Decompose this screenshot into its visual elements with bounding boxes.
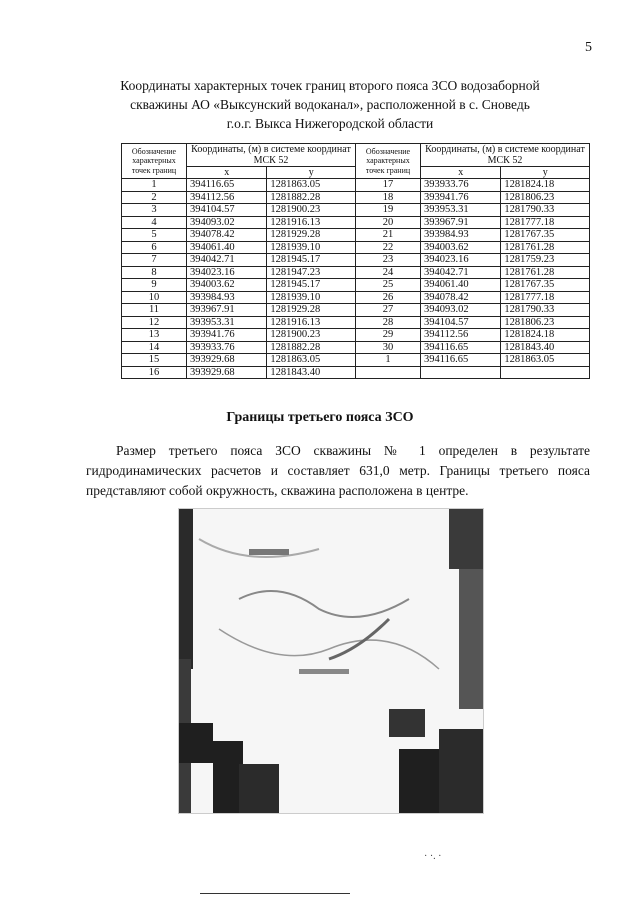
table-row xyxy=(122,316,590,329)
coord-y-left: 1281947.23 xyxy=(267,266,356,279)
header-y-right: y xyxy=(501,167,590,179)
coord-y-right: 1281777.18 xyxy=(501,291,590,304)
coord-y-left: 1281916.13 xyxy=(267,316,356,329)
body-paragraph: Размер третьего пояса ЗСО скважины № 1 определен в результате гидродинамических расчетов и составляет 631,0 метр. Границы третьего пояса представляют собой окружность, скважина расположена в центре. xyxy=(86,443,590,498)
coord-y-left: 1281900.23 xyxy=(267,329,356,342)
footer-rule xyxy=(200,893,350,894)
coord-x-left: 393933.76 xyxy=(187,341,267,354)
table-row xyxy=(122,266,590,279)
coord-x-left: 394042.71 xyxy=(187,254,267,267)
point-number-left: 4 xyxy=(122,216,187,229)
point-number-right: 21 xyxy=(355,229,420,242)
coord-y-left: 1281939.10 xyxy=(267,291,356,304)
point-number-left: 15 xyxy=(122,354,187,367)
coord-x-left: 394116.65 xyxy=(187,179,267,192)
point-number-left: 13 xyxy=(122,329,187,342)
coord-x-left: 394093.02 xyxy=(187,216,267,229)
point-number-right: 25 xyxy=(355,279,420,292)
coord-y-right: 1281843.40 xyxy=(501,341,590,354)
coord-y-right: 1281767.35 xyxy=(501,279,590,292)
coord-y-right: 1281767.35 xyxy=(501,229,590,242)
table-row xyxy=(122,229,590,242)
point-number-left: 8 xyxy=(122,266,187,279)
point-number-left: 14 xyxy=(122,341,187,354)
table-row xyxy=(122,354,590,367)
coord-y-right: 1281806.23 xyxy=(501,316,590,329)
coord-x-left: 394104.57 xyxy=(187,204,267,217)
coord-x-right: 394003.62 xyxy=(420,241,500,254)
map-drawing xyxy=(179,509,483,813)
coord-y-right: 1281806.23 xyxy=(501,191,590,204)
coord-y-left: 1281882.28 xyxy=(267,341,356,354)
coord-y-left: 1281843.40 xyxy=(267,366,356,379)
coord-x-left: 393953.31 xyxy=(187,316,267,329)
document-title xyxy=(70,76,590,133)
table-row xyxy=(122,179,590,192)
point-number-left: 12 xyxy=(122,316,187,329)
header-coords-right: Координаты, (м) в системе координат МСК 52 xyxy=(420,144,589,167)
coord-y-left: 1281863.05 xyxy=(267,354,356,367)
coord-y-left: 1281945.17 xyxy=(267,254,356,267)
table-row xyxy=(122,304,590,317)
point-number-left: 2 xyxy=(122,191,187,204)
coord-x-left: 394078.42 xyxy=(187,229,267,242)
point-number-right xyxy=(355,366,420,379)
coord-x-right: 394023.16 xyxy=(420,254,500,267)
table-row xyxy=(122,191,590,204)
coord-y-right: 1281863.05 xyxy=(501,354,590,367)
coord-x-left: 393941.76 xyxy=(187,329,267,342)
point-number-right: 18 xyxy=(355,191,420,204)
point-number-right: 26 xyxy=(355,291,420,304)
coord-y-left: 1281929.28 xyxy=(267,304,356,317)
point-number-left: 10 xyxy=(122,291,187,304)
coord-y-right: 1281824.18 xyxy=(501,329,590,342)
point-number-right: 20 xyxy=(355,216,420,229)
coord-y-right: 1281824.18 xyxy=(501,179,590,192)
title-line-2: скважины АО «Выксунский водоканал», расположенной в с. Сноведь xyxy=(130,97,530,112)
page-number: 5 xyxy=(585,40,592,55)
coord-y-right: 1281790.33 xyxy=(501,304,590,317)
title-line-1: Координаты характерных точек границ второго пояса ЗСО водозаборной xyxy=(120,78,540,93)
zone-map-image xyxy=(178,508,484,814)
coord-x-left: 393984.93 xyxy=(187,291,267,304)
point-number-right: 17 xyxy=(355,179,420,192)
coord-x-right: 394078.42 xyxy=(420,291,500,304)
coord-y-right: 1281777.18 xyxy=(501,216,590,229)
coord-x-right: 394116.65 xyxy=(420,341,500,354)
point-number-left: 11 xyxy=(122,304,187,317)
coord-y-right: 1281761.28 xyxy=(501,241,590,254)
header-y-left: y xyxy=(267,167,356,179)
point-number-left: 16 xyxy=(122,366,187,379)
table-row xyxy=(122,329,590,342)
coord-y-left: 1281916.13 xyxy=(267,216,356,229)
scan-artifact: · ·. · xyxy=(424,851,442,862)
coord-y-left: 1281929.28 xyxy=(267,229,356,242)
coord-x-right: 394042.71 xyxy=(420,266,500,279)
coord-x-right: 393933.76 xyxy=(420,179,500,192)
coord-y-left: 1281863.05 xyxy=(267,179,356,192)
point-number-right: 1 xyxy=(355,354,420,367)
coord-y-right xyxy=(501,366,590,379)
coord-x-right: 394093.02 xyxy=(420,304,500,317)
table-row xyxy=(122,254,590,267)
coord-x-left: 394003.62 xyxy=(187,279,267,292)
coord-x-left: 393929.68 xyxy=(187,366,267,379)
table-row xyxy=(122,341,590,354)
point-number-right: 27 xyxy=(355,304,420,317)
header-x-right: x xyxy=(420,167,500,179)
coord-y-right: 1281759.23 xyxy=(501,254,590,267)
point-number-left: 3 xyxy=(122,204,187,217)
table-row xyxy=(122,216,590,229)
title-line-3: г.о.г. Выкса Нижегородской области xyxy=(226,116,434,131)
point-number-right: 24 xyxy=(355,266,420,279)
coord-x-right: 393953.31 xyxy=(420,204,500,217)
coord-y-left: 1281939.10 xyxy=(267,241,356,254)
point-number-right: 30 xyxy=(355,341,420,354)
coord-y-right: 1281790.33 xyxy=(501,204,590,217)
coord-x-right: 394112.56 xyxy=(420,329,500,342)
coordinates-table-body xyxy=(122,179,590,379)
coord-x-right: 394061.40 xyxy=(420,279,500,292)
point-number-right: 22 xyxy=(355,241,420,254)
coord-x-left: 394061.40 xyxy=(187,241,267,254)
header-point-right: Обозначение характерных точек границ xyxy=(355,144,420,179)
table-row xyxy=(122,279,590,292)
point-number-right: 23 xyxy=(355,254,420,267)
coord-x-right: 394116.65 xyxy=(420,354,500,367)
coord-x-right xyxy=(420,366,500,379)
point-number-left: 9 xyxy=(122,279,187,292)
point-number-right: 28 xyxy=(355,316,420,329)
point-number-left: 1 xyxy=(122,179,187,192)
coord-x-left: 394112.56 xyxy=(187,191,267,204)
coord-x-right: 393941.76 xyxy=(420,191,500,204)
header-coords-left: Координаты, (м) в системе координат МСК 52 xyxy=(187,144,356,167)
coord-x-left: 393929.68 xyxy=(187,354,267,367)
table-row xyxy=(122,366,590,379)
coord-y-left: 1281882.28 xyxy=(267,191,356,204)
point-number-left: 6 xyxy=(122,241,187,254)
table-row xyxy=(122,291,590,304)
point-number-right: 19 xyxy=(355,204,420,217)
point-number-left: 5 xyxy=(122,229,187,242)
section-title: Границы третьего пояса ЗСО xyxy=(226,410,414,425)
coordinates-table xyxy=(121,143,590,379)
coord-y-right: 1281761.28 xyxy=(501,266,590,279)
table-row xyxy=(122,241,590,254)
coord-x-left: 394023.16 xyxy=(187,266,267,279)
coord-x-left: 393967.91 xyxy=(187,304,267,317)
coord-y-left: 1281945.17 xyxy=(267,279,356,292)
coord-x-right: 394104.57 xyxy=(420,316,500,329)
point-number-right: 29 xyxy=(355,329,420,342)
coord-x-right: 393967.91 xyxy=(420,216,500,229)
coord-x-right: 393984.93 xyxy=(420,229,500,242)
point-number-left: 7 xyxy=(122,254,187,267)
header-point-left: Обозначение характерных точек границ xyxy=(122,144,187,179)
header-x-left: x xyxy=(187,167,267,179)
table-row xyxy=(122,204,590,217)
coord-y-left: 1281900.23 xyxy=(267,204,356,217)
